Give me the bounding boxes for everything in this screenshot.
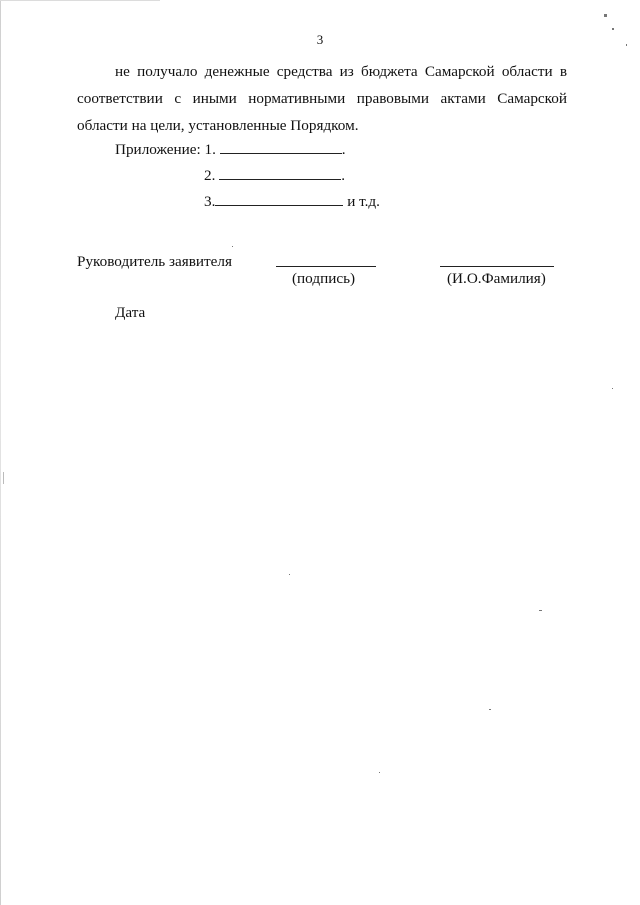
attachments-label-row — [115, 139, 346, 159]
attachment-1-number: 1. — [204, 141, 216, 158]
attachment-3-number: 3. — [204, 193, 216, 210]
attachment-2-end: . — [341, 167, 345, 184]
attachment-2-row — [204, 165, 345, 185]
scan-speck — [612, 388, 613, 389]
attachment-2-number: 2. — [204, 167, 216, 184]
body-line-2: соответствии с иными нормативными правовыми актами Самарской — [77, 90, 567, 107]
scan-speck — [379, 772, 380, 773]
scan-speck — [626, 44, 627, 46]
date-label: Дата — [115, 304, 146, 321]
scan-speck — [489, 709, 491, 710]
body-line-3: области на цели, установленные Порядком. — [77, 117, 359, 134]
attachment-3-end: и т.д. — [347, 193, 380, 210]
scan-top-edge — [0, 0, 160, 1]
scan-speck — [604, 14, 607, 17]
attachment-1-end: . — [341, 141, 346, 158]
scan-left-edge — [0, 0, 1, 905]
attachment-3-row — [204, 191, 380, 211]
name-line — [440, 266, 554, 267]
name-caption: (И.О.Фамилия) — [447, 270, 546, 287]
page-number: 3 — [316, 32, 324, 47]
scan-speck — [612, 28, 614, 30]
attachment-2-blank — [219, 165, 341, 180]
body-line-1: не получало денежные средства из бюджета Самарской области в — [115, 63, 567, 80]
scan-speck — [3, 472, 4, 484]
applicant-head-label: Руководитель заявителя — [77, 253, 232, 270]
scan-speck — [289, 574, 290, 575]
attachment-3-blank — [215, 191, 343, 206]
scan-speck — [539, 610, 542, 611]
scan-speck — [232, 246, 233, 247]
signature-caption: (подпись) — [292, 270, 356, 287]
signature-line — [276, 266, 376, 267]
attachments-label: Приложение: — [115, 141, 201, 158]
attachment-1-blank — [220, 139, 342, 154]
body-paragraph — [77, 58, 567, 139]
